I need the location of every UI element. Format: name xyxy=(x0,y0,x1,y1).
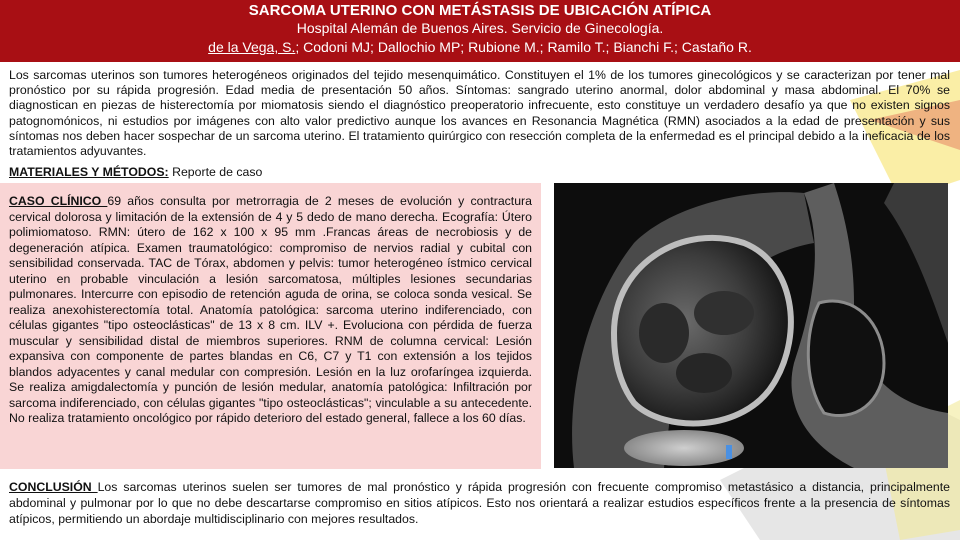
clinical-case-paragraph xyxy=(9,194,532,427)
other-authors: ; Codoni MJ; Dallochio MP; Rubione M.; Ramilo T.; Bianchi F.; Castaño R. xyxy=(295,39,752,55)
institution-line: Hospital Alemán de Buenos Aires. Servicio de Ginecología. xyxy=(296,20,664,36)
conclusion-section xyxy=(9,479,950,527)
methods-label: MATERIALES Y MÉTODOS: xyxy=(9,165,169,179)
case-text: 69 años consulta por metrorragia de 2 meses de evolución y contractura cervical dolorosa y limitación de la extensión de 4 y 5 dedo de mano derecha. Ecografía: Útero polimiomatoso. RMN: útero de 162 x 100 x 95 mm .Francas áreas de necrobiosis y de degeneración atípica. Examen traumatológico: compromiso de nervios radial y cubital con sensibilidad conservada. TAC de Tórax, abdomen y pelvis: tumor heterogéneo ístmico cervical uterino en probable vinculación a lesión sarcomatosa, múltiples lesiones secundarias pulmonares. Intercurre con episodio de retención aguda de orina, se coloca sonda vesical. Se realiza anexohisterectomía total. Anatomía patológica: sarcoma uterino indiferenciado, con células gigantes "tipo osteoclásticas" de 13 x 8 cm. ILV +. Evoluciona con pérdida de fuerza muscular y sensibilidad distal de miembros superiores. RNM de columna cervical: Lesión expansiva con componente de partes blandas en C6, C7 y T1 con extensión a los tejidos blandos adyacentes y canal medular con compresión. Lesión en la luz orofaríngea izquierda. Se realiza amigdalectomía y punción de lesión medular, anatomía patológica: Infiltración por sarcoma indiferenciado, con células gigantes "tipo osteoclásticas"; vinculable a su antecedente. No realiza tratamiento oncológico por rápido deterioro del estado general, fallece a los 60 días. xyxy=(9,194,532,425)
methods-section xyxy=(9,165,262,180)
case-label: CASO CLÍNICO xyxy=(9,194,108,208)
introduction-paragraph: Los sarcomas uterinos son tumores heterogéneos originados del tejido mesenquimático. Constituyen el 1% de los tumores ginecológicos y se caracterizan por tener mal pronóstico por su rápida progresión. Edad media de presentación 50 años. Síntomas: sangrado uterino anormal, dolor abdominal y masa abdominal. El 70% se diagnostican en piezas de histerectomía por miomatosis siendo el diagnóstico preoperatorio infrecuente, esto constituye un verdadero desafío ya que no existen signos patognomónicos, ni estudios por imágenes con alto valor predictivo aunque los avances en Resonancia Magnética (RMN) asociados a la edad de presentación y sus síntomas nos deben hacer sospechar de un sarcoma uterino. El tratamiento quirúrgico con resección completa de la enfermedad es el principal debido a la ineficacia de los tratamientos adyuvantes. xyxy=(9,68,950,159)
mri-image xyxy=(554,183,948,468)
mri-scan-illustration xyxy=(554,183,948,468)
poster-title: SARCOMA UTERINO CON METÁSTASIS DE UBICACIÓN ATÍPICA xyxy=(248,2,712,19)
conclusion-label: CONCLUSIÓN xyxy=(9,480,98,494)
poster-header xyxy=(0,0,960,62)
first-author: de la Vega, S. xyxy=(208,39,296,55)
methods-text: Reporte de caso xyxy=(168,165,263,179)
clinical-case-box xyxy=(0,183,541,469)
authors-line xyxy=(0,38,960,57)
conclusion-text: Los sarcomas uterinos suelen ser tumores de mal pronóstico y rápida progresión con frecuente compromiso metastásico a distancia, principalmente abdominal y pulmonar por lo que no debe descartarse compromiso en sitios atípicos. Esto nos orientará a realizar estudios específicos frente a la presencia de síntomas atípicos, permitiendo un abordaje multidisciplinario con mejores resultados. xyxy=(9,480,950,526)
